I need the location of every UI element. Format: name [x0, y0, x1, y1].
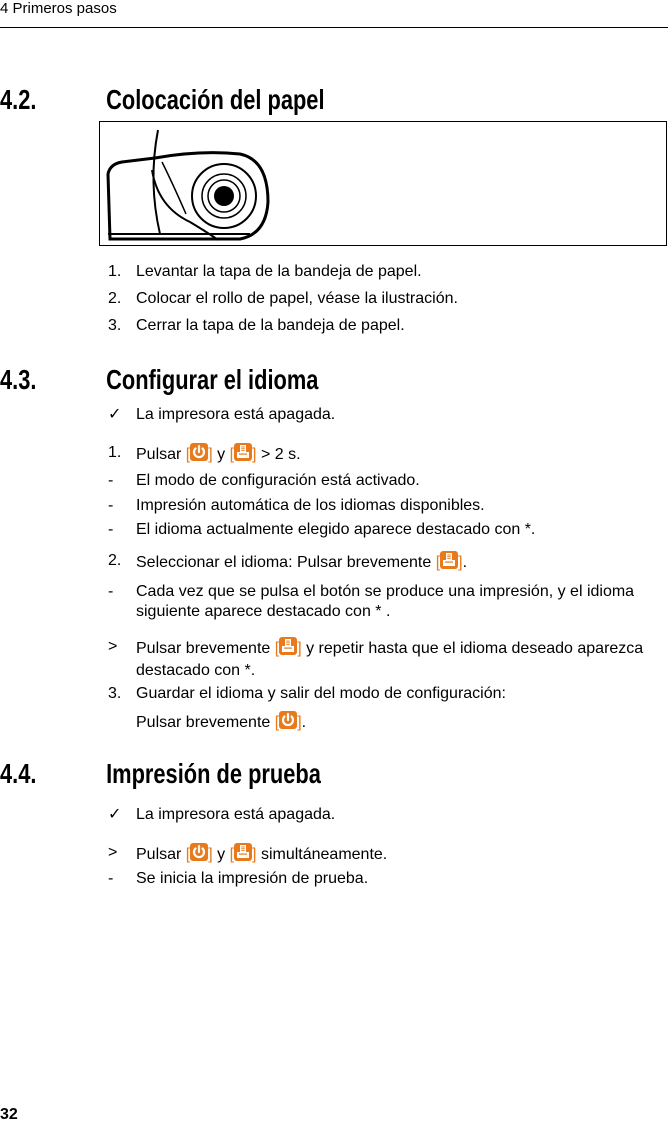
chapter-header: 4 Primeros pasos: [0, 0, 117, 17]
dash-marker: -: [108, 870, 114, 887]
section-4-4-heading: [0, 758, 321, 790]
step-text: Seleccionar el idioma: Pulsar brevemente [ ].: [136, 551, 467, 575]
step-marker: 2.: [108, 552, 122, 569]
section-title: Configurar el idioma: [106, 364, 319, 395]
paper-feed-icon: [234, 443, 252, 467]
dash-marker: -: [108, 521, 114, 538]
step-marker: 2.: [108, 290, 122, 307]
paper-feed-icon: [279, 637, 297, 661]
detail-text: Cada vez que se pulsa el botón se produce una impresión, y el idioma siguiente aparece destacado con * .: [136, 583, 635, 620]
precondition-text: La impresora está apagada.: [136, 806, 336, 823]
step-marker: 1.: [108, 444, 122, 461]
section-number: 4.3.: [0, 364, 37, 395]
section-4-3-heading: [0, 364, 318, 396]
section-4-2-heading: [0, 84, 325, 116]
check-icon: ✓: [108, 806, 122, 823]
action-text: Pulsar brevemente [ ] y repetir hasta que el idioma deseado aparezca destacado con *.: [136, 637, 666, 681]
section-title: Impresión de prueba: [106, 758, 321, 789]
precondition-text: La impresora está apagada.: [136, 406, 336, 423]
section-title: Colocación del papel: [106, 84, 325, 115]
action-marker: >: [108, 638, 118, 655]
dash-marker: -: [108, 583, 114, 600]
step-marker: 1.: [108, 263, 122, 280]
section-number: 4.2.: [0, 84, 37, 115]
paper-feed-icon: [440, 551, 458, 575]
action-marker: >: [108, 844, 118, 861]
step-text: Cerrar la tapa de la bandeja de papel.: [136, 317, 405, 334]
power-icon: [190, 443, 208, 467]
power-icon: [279, 711, 297, 735]
dash-marker: -: [108, 497, 114, 514]
action-text: Pulsar [ ] y [ ] simultáneamente.: [136, 843, 387, 867]
header-rule: [0, 27, 668, 28]
step-marker: 3.: [108, 317, 122, 334]
step-text: Guardar el idioma y salir del modo de configuración:: [136, 685, 506, 702]
step-text: Levantar la tapa de la bandeja de papel.: [136, 263, 422, 280]
section-number: 4.4.: [0, 758, 37, 789]
step-marker: 3.: [108, 685, 122, 702]
check-icon: ✓: [108, 406, 122, 423]
page-number: 32: [0, 1106, 18, 1123]
detail-text: Se inicia la impresión de prueba.: [136, 870, 369, 887]
power-icon: [190, 843, 208, 867]
step-text: Pulsar brevemente [ ].: [136, 711, 306, 735]
paper-roll-illustration: [99, 121, 667, 246]
step-text: Colocar el rollo de papel, véase la ilustración.: [136, 290, 458, 307]
paper-roll-drawing: [100, 122, 666, 245]
detail-text: El modo de configuración está activado.: [136, 472, 420, 489]
detail-text: El idioma actualmente elegido aparece destacado con *.: [136, 521, 536, 538]
detail-text: Impresión automática de los idiomas disponibles.: [136, 497, 485, 514]
step-text: Pulsar [ ] y [ ] > 2 s.: [136, 443, 301, 467]
paper-feed-icon: [234, 843, 252, 867]
dash-marker: -: [108, 472, 114, 489]
